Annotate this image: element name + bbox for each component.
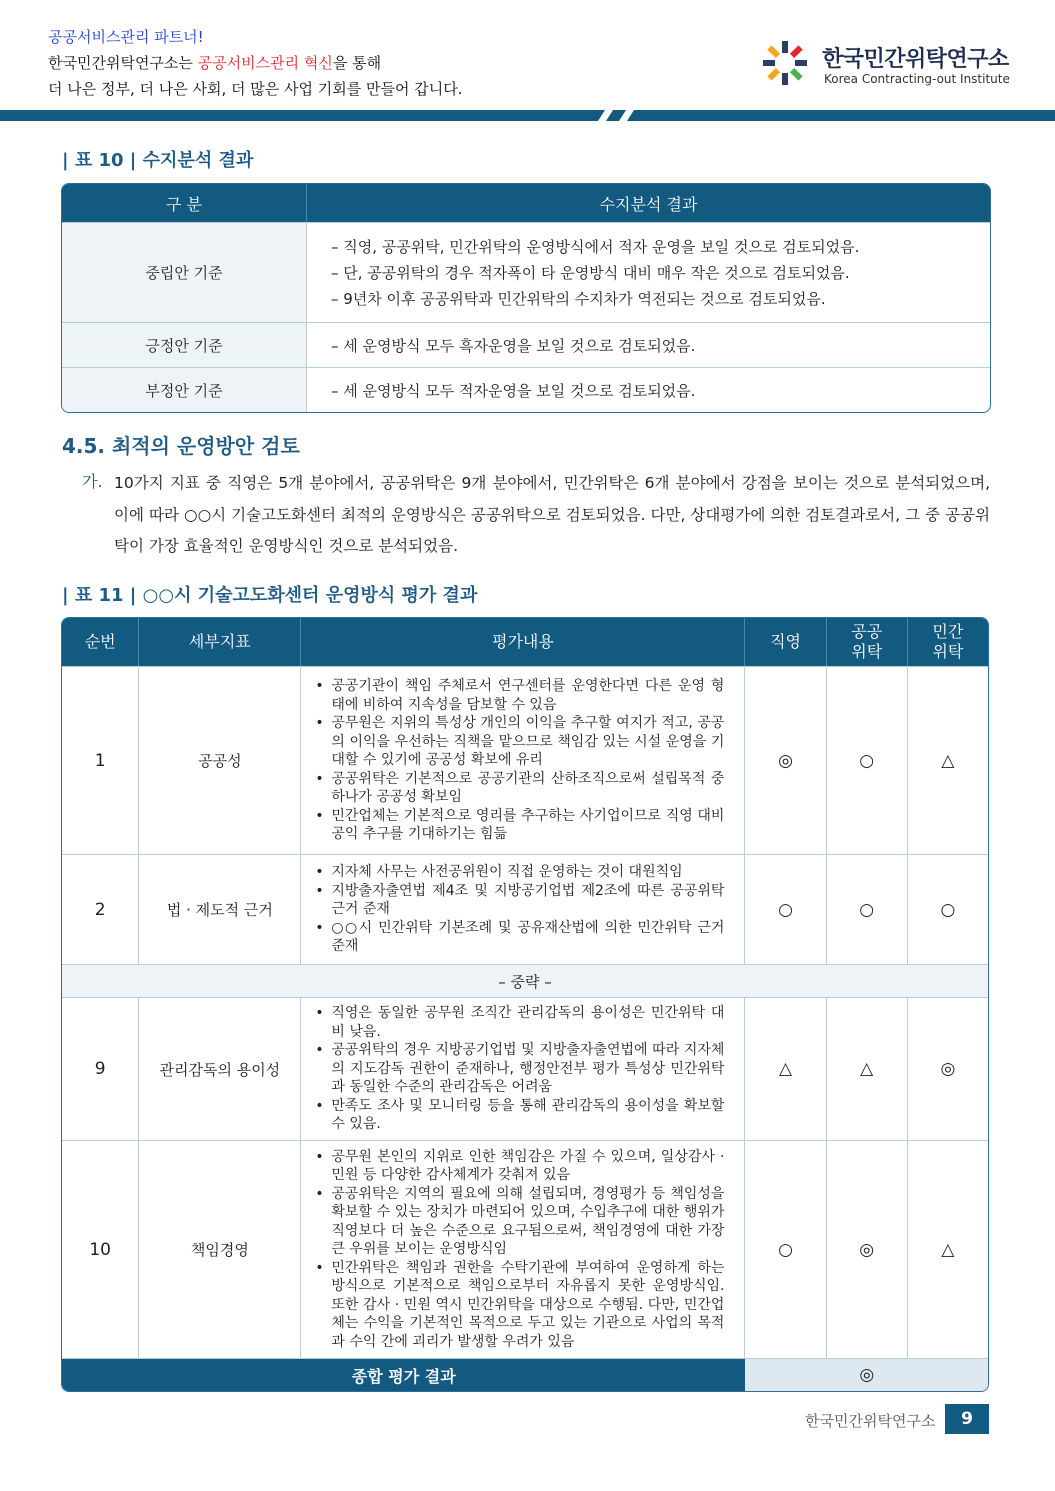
table-row-total xyxy=(62,1358,988,1391)
table11-header-indicator: 세부지표 xyxy=(139,618,301,666)
table11-header-private xyxy=(908,618,988,666)
header-mission: 더 나은 정부, 더 나은 사회, 더 많은 사업 기회를 만들어 갑니다. xyxy=(48,80,463,98)
evaluation-item: • 공무원 본인의 지위로 인한 책임감은 가질 수 있으며, 일상감사 · 민원 등 다양한 감사체계가 갖춰져 있음 xyxy=(315,1148,724,1185)
rating-private: ○ xyxy=(908,854,988,964)
row-number: 10 xyxy=(62,1140,139,1358)
table-row-omitted xyxy=(62,964,988,997)
table10-line: – 세 운영방식 모두 적자운영을 보일 것으로 검토되었음. xyxy=(331,381,696,400)
table10-title: | 표 10 | 수지분석 결과 xyxy=(62,150,254,171)
evaluation-item: • ○○시 민간위탁 기본조례 및 공유재산법에 의한 민간위탁 근거 준재 xyxy=(315,919,724,956)
total-value: ◎ xyxy=(745,1358,988,1391)
evaluation-item: • 직영은 동일한 공무원 조직간 관리감독의 용이성은 민간위탁 대비 낮음. xyxy=(315,1004,724,1041)
evaluation-item: • 공무원은 지위의 특성상 개인의 이익을 추구할 여지가 적고, 공공의 이익을 우선하는 직책을 맡으므로 책임감 있는 시설 운영을 기대할 수 있기에 공공성 확보에 유리 xyxy=(315,714,724,770)
table10-row-label: 긍정안 기준 xyxy=(62,322,307,367)
table10-line: – 단, 공공위탁의 경우 적자폭이 타 운영방식 대비 매우 작은 것으로 검토되었음. xyxy=(331,263,850,282)
rating-public: △ xyxy=(827,997,908,1140)
paragraph-text: 10가지 지표 중 직영은 5개 분야에서, 공공위탁은 9개 분야에서, 민간위탁은 6개 분야에서 강점을 보이는 것으로 분석되었으며, 이에 따라 ○○시 기술고도화센터 최적의 운영방식은 공공위탁으로 검토되었음. 다만, 상대평가에 의한 검토결과로서, 그 중 공공위탁이 가장 효율적인 운영방식인 것으로 분석되었음. xyxy=(114,474,990,555)
table11-header-direct: 직영 xyxy=(745,618,826,666)
logo-english: Korea Contracting-out Institute xyxy=(824,72,1010,86)
row-number: 9 xyxy=(62,997,139,1140)
evaluation-item: • 지자체 사무는 사전공위원이 직접 운영하는 것이 대원칙임 xyxy=(315,863,724,882)
omitted-note: – 중략 – xyxy=(62,964,988,997)
paragraph-marker: 가. xyxy=(82,472,103,491)
table-row xyxy=(62,997,988,1140)
table10-line: – 9년차 이후 공공위탁과 민간위탁의 수지차가 역전되는 것으로 검토되었음. xyxy=(331,289,826,308)
rating-private: △ xyxy=(908,1140,988,1358)
table10-row-content xyxy=(307,367,990,412)
evaluation-item: • 공공위탁은 지역의 필요에 의해 설립되며, 경영평가 등 책임성을 확보할 수 있는 장치가 마련되어 있으며, 수입추구에 대한 행위가 직영보다 더 높은 수준으로 요구됨으로써, 책임경영에 대한 가장 큰 우위를 보이는 운영방식임 xyxy=(315,1185,724,1259)
rating-direct: ○ xyxy=(745,854,826,964)
header-intro-b: 을 통해 xyxy=(332,54,382,72)
row-number: 2 xyxy=(62,854,139,964)
rating-public: ◎ xyxy=(827,1140,908,1358)
header-public-line2: 위탁 xyxy=(851,642,883,661)
table10-header-result: 수지분석 결과 xyxy=(307,184,990,222)
table11-header-content: 평가내용 xyxy=(301,618,745,666)
table10-line: – 직영, 공공위탁, 민간위탁의 운영방식에서 적자 운영을 보일 것으로 검토되었음. xyxy=(331,237,860,256)
page-number: 9 xyxy=(945,1404,989,1434)
table-row xyxy=(62,322,990,367)
header-tagline: 공공서비스관리 파트너! xyxy=(48,28,204,46)
row-evaluation xyxy=(301,997,745,1140)
rating-direct: △ xyxy=(745,997,826,1140)
header-private-line1: 민간 xyxy=(932,622,964,641)
table11-title: | 표 11 | ○○시 기술고도화센터 운영방식 평가 결과 xyxy=(62,585,478,606)
rating-public: ○ xyxy=(827,666,908,854)
table10 xyxy=(61,183,991,413)
row-indicator: 법 · 제도적 근거 xyxy=(139,854,301,964)
evaluation-item: • 공공위탁의 경우 지방공기업법 및 지방출자출연법에 따라 지자체의 지도감독 권한이 준재하나, 행정안전부 평가 특성상 민간위탁과 동일한 수준의 관리감독은 어려움 xyxy=(315,1041,724,1097)
logo-star-icon xyxy=(760,38,810,88)
table11-header-no: 순번 xyxy=(62,618,139,666)
header-intro-a: 한국민간위탁연구소는 xyxy=(48,54,198,72)
evaluation-item: • 민간업체는 기본적으로 영리를 추구하는 사기업이므로 직영 대비 공익 추구를 기대하기는 힘듦 xyxy=(315,807,724,844)
header-intro-highlight: 공공서비스관리 혁신 xyxy=(197,54,333,72)
table-row xyxy=(62,854,988,964)
footer-org: 한국민간위탁연구소 xyxy=(805,1412,936,1430)
table-row xyxy=(62,222,990,322)
section-title: 4.5. 최적의 운영방안 검토 xyxy=(62,434,300,458)
evaluation-item: • 지방출자출연법 제4조 및 지방공기업법 제2조에 따른 공공위탁 근거 준재 xyxy=(315,882,724,919)
table10-line: – 세 운영방식 모두 흑자운영을 보일 것으로 검토되었음. xyxy=(331,336,696,355)
logo-name: 한국민간위탁연구소 xyxy=(822,47,1009,72)
row-indicator: 관리감독의 용이성 xyxy=(139,997,301,1140)
row-evaluation xyxy=(301,854,745,964)
table10-row-label: 부정안 기준 xyxy=(62,367,307,412)
table11-header-public xyxy=(827,618,908,666)
evaluation-item: • 공공위탁은 기본적으로 공공기관의 산하조직으로써 설립목적 중 하나가 공공성 확보임 xyxy=(315,770,724,807)
rating-private: △ xyxy=(908,666,988,854)
evaluation-item: • 공공기관이 책임 주체로서 연구센터를 운영한다면 다른 운영 형태에 비하여 지속성을 담보할 수 있음 xyxy=(315,677,724,714)
row-indicator: 책임경영 xyxy=(139,1140,301,1358)
table-row xyxy=(62,666,988,854)
header-public-line1: 공공 xyxy=(851,622,883,641)
table10-row-content xyxy=(307,322,990,367)
row-evaluation xyxy=(301,666,745,854)
table10-row-label: 중립안 기준 xyxy=(62,222,307,322)
row-evaluation xyxy=(301,1140,745,1358)
table-row xyxy=(62,367,990,412)
row-number: 1 xyxy=(62,666,139,854)
table-row xyxy=(62,1140,988,1358)
header-private-line2: 위탁 xyxy=(932,642,964,661)
table10-row-content xyxy=(307,222,990,322)
total-label: 종합 평가 결과 xyxy=(62,1358,745,1391)
table11 xyxy=(61,617,989,1392)
header-intro xyxy=(48,52,381,73)
rating-direct: ○ xyxy=(745,1140,826,1358)
rating-public: ○ xyxy=(827,854,908,964)
row-indicator: 공공성 xyxy=(139,666,301,854)
rating-direct: ◎ xyxy=(745,666,826,854)
rating-private: ◎ xyxy=(908,997,988,1140)
evaluation-item: • 만족도 조사 및 모니터링 등을 통해 관리감독의 용이성을 확보할 수 있음. xyxy=(315,1097,724,1134)
table10-header-category: 구 분 xyxy=(62,184,307,222)
header-band xyxy=(0,110,1055,121)
evaluation-item: • 민간위탁은 책임과 권한을 수탁기관에 부여하여 운영하게 하는 방식으로 기본적으로 책임으로부터 자유롭지 못한 운영방식임. 또한 감사 · 민원 역시 민간위탁을 대상으로 수행됨. 다만, 민간업체는 수익을 기본적인 목적으로 두고 있는 기관으로 사업의 목적과 수익 간에 괴리가 발생할 우려가 있음 xyxy=(315,1259,724,1352)
